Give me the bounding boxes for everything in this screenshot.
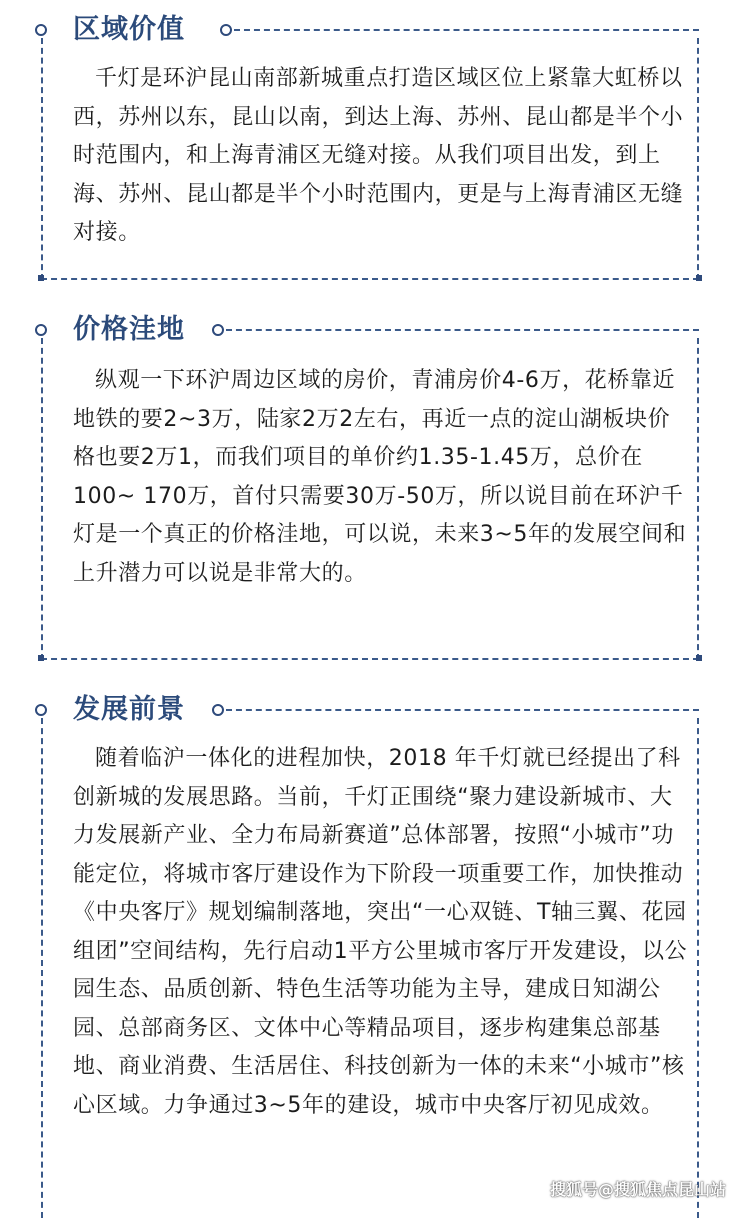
bullet-circle-icon xyxy=(35,324,47,336)
section-title: 区域价值 xyxy=(73,14,185,45)
section-body: 纵观一下环沪周边区域的房价，青浦房价4-6万，花桥靠近地铁的要2~3万，陆家2万2左右，再近一点的淀山湖板块价格也要2万1，而我们项目的单价约1.35-1.45万，总价在100~ 170万，首付只需要30万-50万，所以说目前在环沪千灯是一个真正的价格洼地，可以说，未来3~5年的发展空间和上升潜力可以说是非常大的。 xyxy=(73,368,687,586)
dashed-divider xyxy=(226,709,699,711)
bullet-circle-icon xyxy=(35,24,47,36)
section-body: 千灯是环沪昆山南部新城重点打造区域区位上紧靠大虹桥以西，苏州以东，昆山以南，到达上海、苏州、昆山都是半个小时范围内，和上海青浦区无缝对接。从我们项目出发，到上海、苏州、昆山都是半个小时范围内，更是与上海青浦区无缝对接。 xyxy=(73,66,684,245)
corner-marker-icon xyxy=(38,655,44,661)
dashed-divider xyxy=(226,329,699,331)
connector-circle-icon xyxy=(212,704,224,716)
corner-marker-icon xyxy=(696,275,702,281)
watermark: 搜狐号@搜狐焦点昆山站 xyxy=(549,1180,726,1199)
section-title: 价格洼地 xyxy=(73,314,185,345)
connector-circle-icon xyxy=(212,324,224,336)
corner-marker-icon xyxy=(38,275,44,281)
section-body: 随着临沪一体化的进程加快，2018 年千灯就已经提出了科创新城的发展思路。当前，千灯正围绕“聚力建设新城市、大力发展新产业、全力布局新赛道”总体部署，按照“小城市”功能定位，将城市客厅建设作为下阶段一项重要工作，加快推动《中央客厅》规划编制落地，突出“一心双链、T轴三翼、花园组团”空间结构，先行启动1平方公里城市客厅开发建设，以公园生态、品质创新、特色生活等功能为主导，建成日知湖公园、总部商务区、文体中心等精品项目，逐步构建集总部基地、商业消费、生活居住、科技创新为一体的未来“小城市”核心区域。力争通过3~5年的建设，城市中央客厅初见成效。 xyxy=(73,746,688,1118)
connector-circle-icon xyxy=(220,24,232,36)
bullet-circle-icon xyxy=(35,704,47,716)
section-price-depression xyxy=(0,310,740,665)
section-regional-value xyxy=(0,10,740,282)
section-development-prospects xyxy=(0,690,740,1208)
corner-marker-icon xyxy=(696,655,702,661)
section-title: 发展前景 xyxy=(73,694,185,725)
dashed-divider xyxy=(234,29,699,31)
